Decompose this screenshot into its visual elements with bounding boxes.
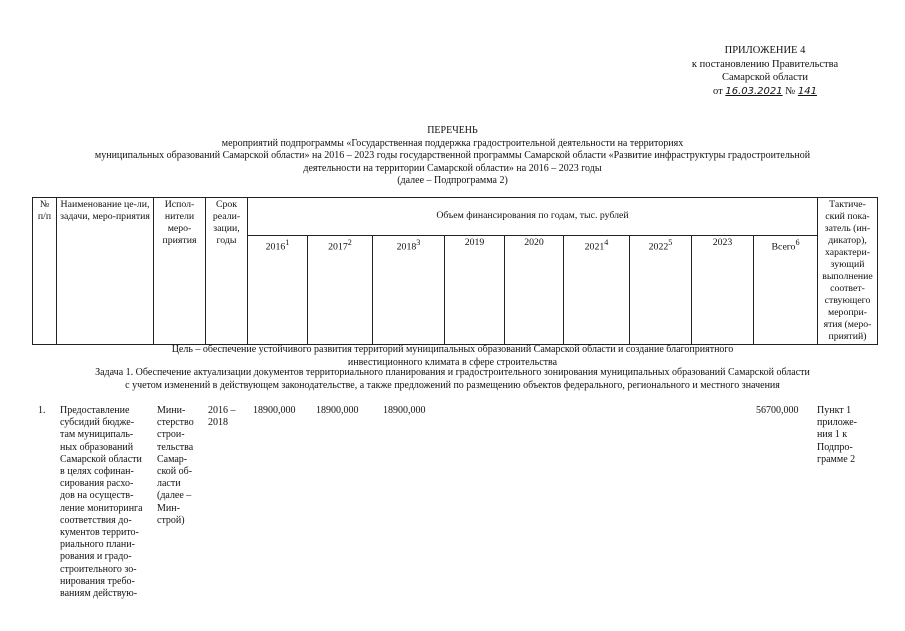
row1-executor: Мини- стерство строи- тельства Самар- ской об- ласти (далее – Мин- строй) (157, 405, 194, 526)
year-header-2016: 2016$^1$ (248, 235, 308, 345)
row1-indicator: Пункт 1 приложе- ния 1 к Подпро- грамме 2 (817, 405, 857, 465)
col-name-header: Наименование це-ли, задачи, меро-приятия (57, 198, 154, 345)
col-number-header: № п/п (33, 198, 57, 345)
col-indicator-header: Тактиче-ский пока-затель (ин-дикатор), характери-зующий выполнение соответ-ствующего меропри-ятия (меро-приятий) (818, 198, 878, 345)
col-executor-header: Испол-нители меро-приятия (154, 198, 206, 345)
task-statement (0, 367, 905, 392)
year-header-2022: 2022$^5$ (630, 235, 692, 345)
task-line2: с учетом изменений в действующем законодательстве, а также предложений по размещению объектов федерального, регионального и местного значения (125, 379, 780, 391)
year-header-2019: 2019 (445, 235, 505, 345)
decree-date: 16.03.2021 (725, 85, 783, 97)
row1-value-total: 56700,000 (756, 405, 799, 416)
decree-number: 141 (797, 85, 817, 97)
title-line4: (далее – Подпрограмма 2) (397, 175, 508, 186)
col-funding-header: Объем финансирования по годам, тыс. рублей (248, 198, 818, 236)
appendix-line3: Самарской области (722, 72, 808, 83)
document-title (0, 125, 905, 188)
number-label: № (785, 85, 796, 97)
row1-value-2017: 18900,000 (316, 405, 359, 416)
row1-value-2016: 18900,000 (253, 405, 296, 416)
row1-number: 1. (38, 405, 46, 416)
title-heading: ПЕРЕЧЕНЬ (427, 125, 478, 136)
year-header-2023: 2023 (692, 235, 754, 345)
appendix-title: ПРИЛОЖЕНИЕ 4 (724, 45, 806, 56)
year-header-2021: 2021$^4$ (564, 235, 630, 345)
goal-line1: Цель – обеспечение устойчивого развития территорий муниципальных образований Самарской области и создание благоприятного (171, 344, 734, 355)
appendix-line2: к постановлению Правительства (691, 58, 839, 70)
title-line1: мероприятий подпрограммы «Государственная поддержка градостроительной деятельности на территориях (221, 137, 684, 149)
row1-name: Предоставление субсидий бюдже- там муниципаль- ных образований Самарской области в целях софинан- сирования расхо- дов на осуществ- ление мониторинга соответствия до- кументов террито- риального плани- рования и градо- строительного зо- нирования требо- ваниям действую- (60, 405, 143, 600)
appendix-block (675, 44, 855, 98)
title-line2: муниципальных образований Самарской области» на 2016 – 2023 годы государственной программы Самарской области «Развитие инфраструктуры градостроительной (94, 150, 811, 161)
appendix-date-line (675, 85, 855, 99)
task-line1: Задача 1. Обеспечение актуализации документов территориального планирования и градостроительного зонирования муниципальных образований Самарской области (95, 367, 810, 378)
year-header-2020: 2020 (505, 235, 564, 345)
from-label: от (713, 85, 723, 97)
goal-statement (0, 344, 905, 369)
header-table (32, 197, 878, 345)
year-header-2017: 2017$^2$ (308, 235, 373, 345)
row1-term: 2016 – 2018 (208, 405, 236, 429)
goal-line2: инвестиционного климата в сфере строительства (347, 356, 558, 368)
row1-value-2018: 18900,000 (383, 405, 426, 416)
title-line3: деятельности на территории Самарской области» на 2016 – 2023 годы (303, 162, 602, 174)
year-header-total: Всего$^6$ (754, 235, 818, 345)
col-term-header: Срок реали-зации, годы (206, 198, 248, 345)
year-header-2018: 2018$^3$ (373, 235, 445, 345)
